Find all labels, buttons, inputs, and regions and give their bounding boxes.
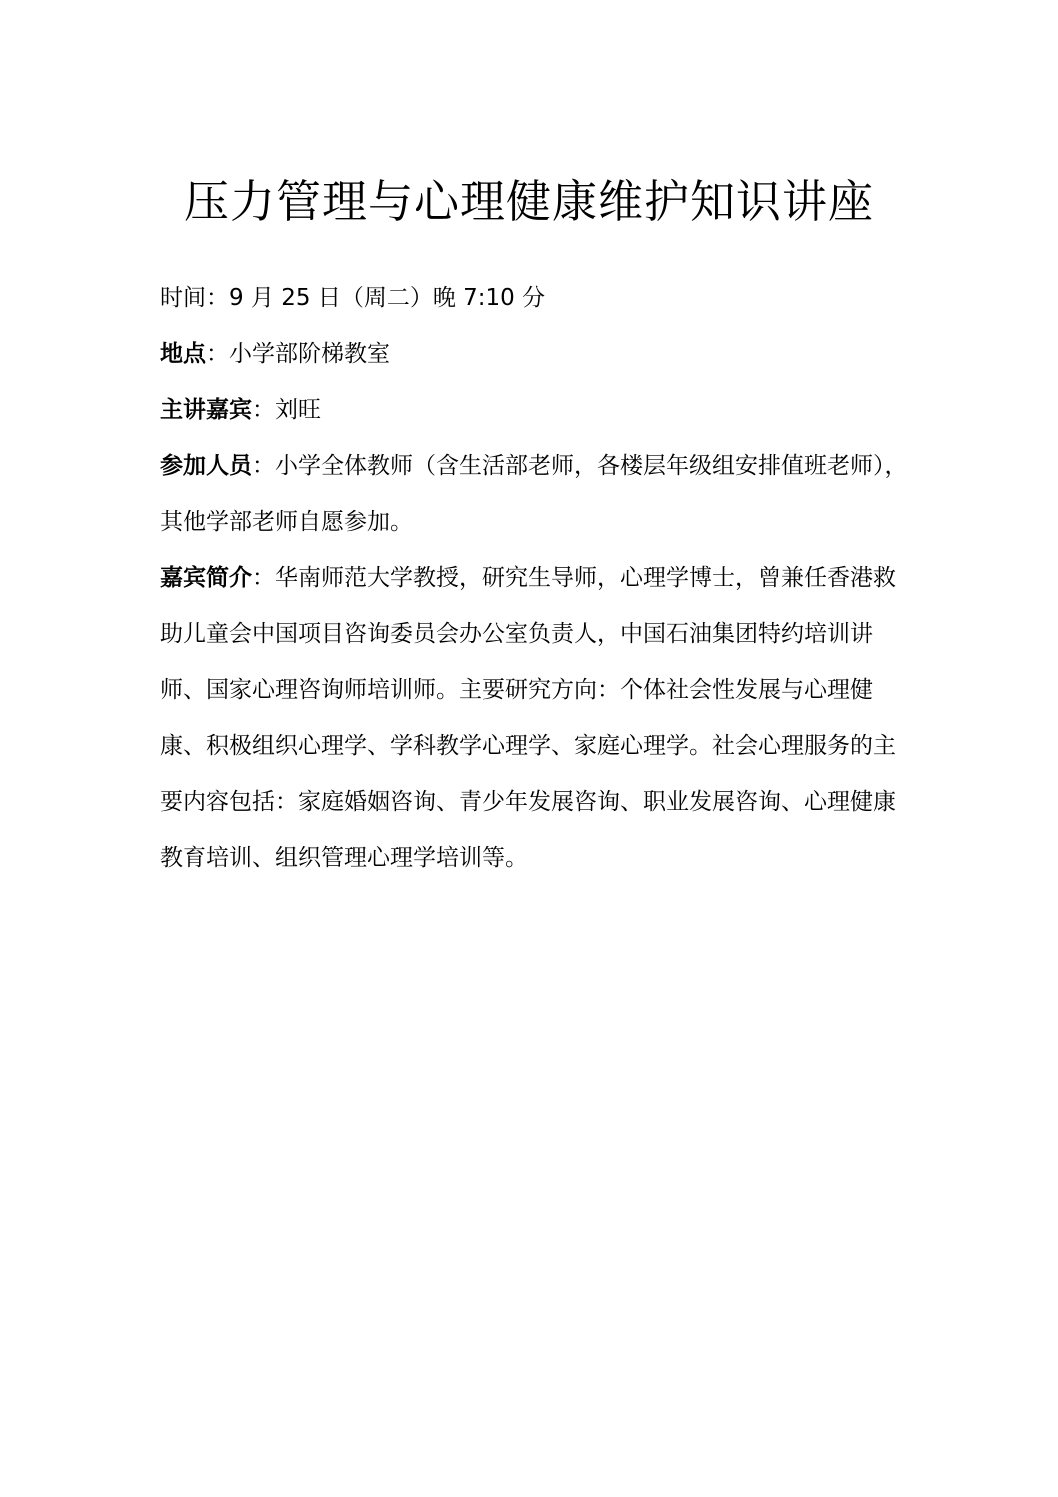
document-body xyxy=(160,270,908,886)
participants-value: 小学全体教师（含生活部老师，各楼层年级组安排值班老师），其他学部老师自愿参加。 xyxy=(160,453,908,535)
participants-separator: ： xyxy=(252,453,275,479)
location-value: 小学部阶梯教室 xyxy=(229,341,390,367)
location-label: 地点 xyxy=(160,341,206,367)
speaker-label: 主讲嘉宾 xyxy=(160,397,252,423)
participants-label: 参加人员 xyxy=(160,453,252,479)
bio-label: 嘉宾简介 xyxy=(160,565,252,591)
bio-separator: ： xyxy=(252,565,275,591)
time-row xyxy=(160,270,908,326)
location-separator: ： xyxy=(206,341,229,367)
time-label: 时间： xyxy=(160,285,229,311)
participants-row xyxy=(160,438,908,550)
bio-value: 华南师范大学教授，研究生导师，心理学博士，曾兼任香港救助儿童会中国项目咨询委员会办公室负责人，中国石油集团特约培训讲师、国家心理咨询师培训师。主要研究方向：个体社会性发展与心理健康、积极组织心理学、学科教学心理学、家庭心理学。社会心理服务的主要内容包括：家庭婚姻咨询、青少年发展咨询、职业发展咨询、心理健康教育培训、组织管理心理学培训等。 xyxy=(160,565,896,871)
speaker-separator: ： xyxy=(252,397,275,423)
time-value: 9 月 25 日（周二）晚 7:10 分 xyxy=(229,285,546,311)
document-title: 压力管理与心理健康维护知识讲座 xyxy=(183,175,874,229)
speaker-row xyxy=(160,382,908,438)
speaker-value: 刘旺 xyxy=(275,397,321,423)
location-row xyxy=(160,326,908,382)
bio-row xyxy=(160,550,908,886)
